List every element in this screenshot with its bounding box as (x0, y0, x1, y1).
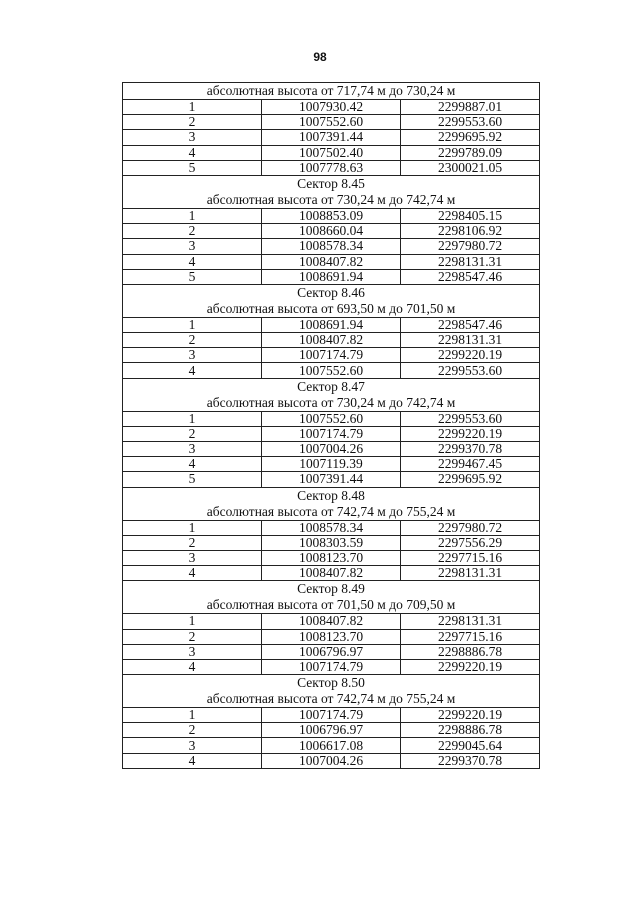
coordinate-y: 2297980.72 (401, 239, 540, 254)
coordinate-y: 2299695.92 (401, 130, 540, 145)
point-number: 1 (123, 208, 262, 223)
coordinate-y: 2298886.78 (401, 723, 540, 738)
table-row (123, 566, 540, 581)
sector-title: Сектор 8.46 (297, 284, 365, 300)
point-number: 2 (123, 333, 262, 348)
coordinate-x: 1007174.79 (262, 348, 401, 363)
point-number: 3 (123, 239, 262, 254)
sector-header-row (123, 487, 540, 520)
table-row (123, 348, 540, 363)
coordinate-x: 1007391.44 (262, 130, 401, 145)
point-number: 1 (123, 614, 262, 629)
coordinate-y: 2298405.15 (401, 208, 540, 223)
coordinate-y: 2298886.78 (401, 644, 540, 659)
coordinate-x: 1008303.59 (262, 535, 401, 550)
point-number: 4 (123, 659, 262, 674)
sector-header-cell (123, 487, 540, 520)
coordinate-x: 1007552.60 (262, 115, 401, 130)
coordinate-x: 1007004.26 (262, 442, 401, 457)
coordinates-table-body (123, 83, 540, 769)
sector-header-cell (123, 83, 540, 100)
point-number: 4 (123, 753, 262, 768)
point-number: 5 (123, 269, 262, 284)
point-number: 4 (123, 566, 262, 581)
table-row (123, 472, 540, 487)
point-number: 2 (123, 224, 262, 239)
altitude-range: абсолютная высота от 717,74 м до 730,24 м (206, 83, 456, 98)
table-row (123, 160, 540, 175)
table-row (123, 535, 540, 550)
coordinate-x: 1008853.09 (262, 208, 401, 223)
coordinate-y: 2300021.05 (401, 160, 540, 175)
coordinate-x: 1007391.44 (262, 472, 401, 487)
point-number: 3 (123, 738, 262, 753)
altitude-range: абсолютная высота от 701,50 м до 709,50 м (206, 597, 456, 613)
coordinate-y: 2298131.31 (401, 614, 540, 629)
sector-header-row (123, 83, 540, 100)
coordinate-y: 2297980.72 (401, 520, 540, 535)
table-row (123, 644, 540, 659)
coordinate-y: 2298131.31 (401, 333, 540, 348)
coordinate-y: 2299887.01 (401, 100, 540, 115)
sector-header-cell (123, 284, 540, 317)
coordinate-y: 2299220.19 (401, 348, 540, 363)
coordinate-y: 2298131.31 (401, 566, 540, 581)
sector-title: Сектор 8.49 (297, 581, 365, 597)
altitude-range: абсолютная высота от 742,74 м до 755,24 м (206, 503, 456, 519)
sector-header-row (123, 175, 540, 208)
table-row (123, 614, 540, 629)
coordinate-y: 2299045.64 (401, 738, 540, 753)
table-row (123, 269, 540, 284)
altitude-range: абсолютная высота от 730,24 м до 742,74 м (206, 394, 456, 410)
sector-header-cell (123, 378, 540, 411)
point-number: 2 (123, 115, 262, 130)
coordinate-y: 2299695.92 (401, 472, 540, 487)
coordinates-table (122, 82, 540, 769)
point-number: 4 (123, 254, 262, 269)
sector-title: Сектор 8.50 (297, 675, 365, 691)
coordinate-x: 1007552.60 (262, 363, 401, 378)
table-row (123, 629, 540, 644)
coordinate-y: 2297715.16 (401, 629, 540, 644)
table-row (123, 224, 540, 239)
point-number: 2 (123, 723, 262, 738)
coordinate-y: 2299467.45 (401, 457, 540, 472)
coordinate-y: 2298547.46 (401, 317, 540, 332)
coordinate-x: 1008578.34 (262, 520, 401, 535)
table-row (123, 208, 540, 223)
coordinate-y: 2299370.78 (401, 753, 540, 768)
table-row (123, 100, 540, 115)
table-row (123, 426, 540, 441)
table-row (123, 723, 540, 738)
point-number: 5 (123, 160, 262, 175)
sector-header-row (123, 378, 540, 411)
table-row (123, 333, 540, 348)
point-number: 4 (123, 145, 262, 160)
sector-title: Сектор 8.45 (297, 175, 365, 191)
table-row (123, 442, 540, 457)
sector-header-cell (123, 175, 540, 208)
sector-title: Сектор 8.48 (297, 487, 365, 503)
coordinate-y: 2299789.09 (401, 145, 540, 160)
coordinate-x: 1007174.79 (262, 708, 401, 723)
table-row (123, 457, 540, 472)
sector-title: Сектор 8.47 (297, 378, 365, 394)
table-row (123, 115, 540, 130)
coordinate-y: 2299553.60 (401, 411, 540, 426)
coordinate-x: 1008691.94 (262, 269, 401, 284)
coordinate-x: 1008407.82 (262, 254, 401, 269)
point-number: 5 (123, 472, 262, 487)
table-row (123, 411, 540, 426)
table-row (123, 317, 540, 332)
table-row (123, 738, 540, 753)
coordinate-x: 1006796.97 (262, 723, 401, 738)
coordinate-y: 2297556.29 (401, 535, 540, 550)
point-number: 2 (123, 426, 262, 441)
coordinate-x: 1007502.40 (262, 145, 401, 160)
coordinate-y: 2298131.31 (401, 254, 540, 269)
point-number: 3 (123, 442, 262, 457)
point-number: 3 (123, 348, 262, 363)
coordinate-y: 2299553.60 (401, 363, 540, 378)
sector-header-cell (123, 581, 540, 614)
coordinate-y: 2299220.19 (401, 708, 540, 723)
sector-header-row (123, 581, 540, 614)
point-number: 1 (123, 100, 262, 115)
table-row (123, 659, 540, 674)
coordinate-x: 1008407.82 (262, 333, 401, 348)
table-row (123, 130, 540, 145)
coordinate-y: 2298547.46 (401, 269, 540, 284)
altitude-range: абсолютная высота от 693,50 м до 701,50 м (206, 300, 456, 316)
coordinate-x: 1007119.39 (262, 457, 401, 472)
coordinate-y: 2297715.16 (401, 550, 540, 565)
coordinate-x: 1007174.79 (262, 426, 401, 441)
coordinate-x: 1008123.70 (262, 629, 401, 644)
sector-header-row (123, 675, 540, 708)
coordinate-x: 1008691.94 (262, 317, 401, 332)
coordinate-x: 1007174.79 (262, 659, 401, 674)
coordinate-x: 1007552.60 (262, 411, 401, 426)
coordinate-x: 1007778.63 (262, 160, 401, 175)
coordinate-x: 1008123.70 (262, 550, 401, 565)
coordinate-x: 1008407.82 (262, 566, 401, 581)
point-number: 3 (123, 130, 262, 145)
sector-header-row (123, 284, 540, 317)
point-number: 3 (123, 644, 262, 659)
page-number: 98 (313, 50, 327, 64)
altitude-range: абсолютная высота от 742,74 м до 755,24 м (206, 691, 456, 707)
point-number: 2 (123, 629, 262, 644)
table-row (123, 254, 540, 269)
coordinate-x: 1008407.82 (262, 614, 401, 629)
table-row (123, 753, 540, 768)
coordinate-x: 1008578.34 (262, 239, 401, 254)
point-number: 4 (123, 457, 262, 472)
table-row (123, 520, 540, 535)
altitude-range: абсолютная высота от 730,24 м до 742,74 м (206, 191, 456, 207)
table-row (123, 145, 540, 160)
table-row (123, 239, 540, 254)
point-number: 1 (123, 520, 262, 535)
coordinate-x: 1006617.08 (262, 738, 401, 753)
table-row (123, 363, 540, 378)
coordinate-y: 2299220.19 (401, 426, 540, 441)
table-row (123, 708, 540, 723)
coordinate-x: 1006796.97 (262, 644, 401, 659)
coordinate-y: 2299370.78 (401, 442, 540, 457)
point-number: 1 (123, 708, 262, 723)
coordinate-x: 1008660.04 (262, 224, 401, 239)
point-number: 1 (123, 411, 262, 426)
point-number: 2 (123, 535, 262, 550)
coordinate-x: 1007004.26 (262, 753, 401, 768)
coordinate-y: 2298106.92 (401, 224, 540, 239)
sector-header-cell (123, 675, 540, 708)
coordinate-y: 2299220.19 (401, 659, 540, 674)
point-number: 4 (123, 363, 262, 378)
table-row (123, 550, 540, 565)
coordinate-y: 2299553.60 (401, 115, 540, 130)
point-number: 1 (123, 317, 262, 332)
coordinate-x: 1007930.42 (262, 100, 401, 115)
point-number: 3 (123, 550, 262, 565)
